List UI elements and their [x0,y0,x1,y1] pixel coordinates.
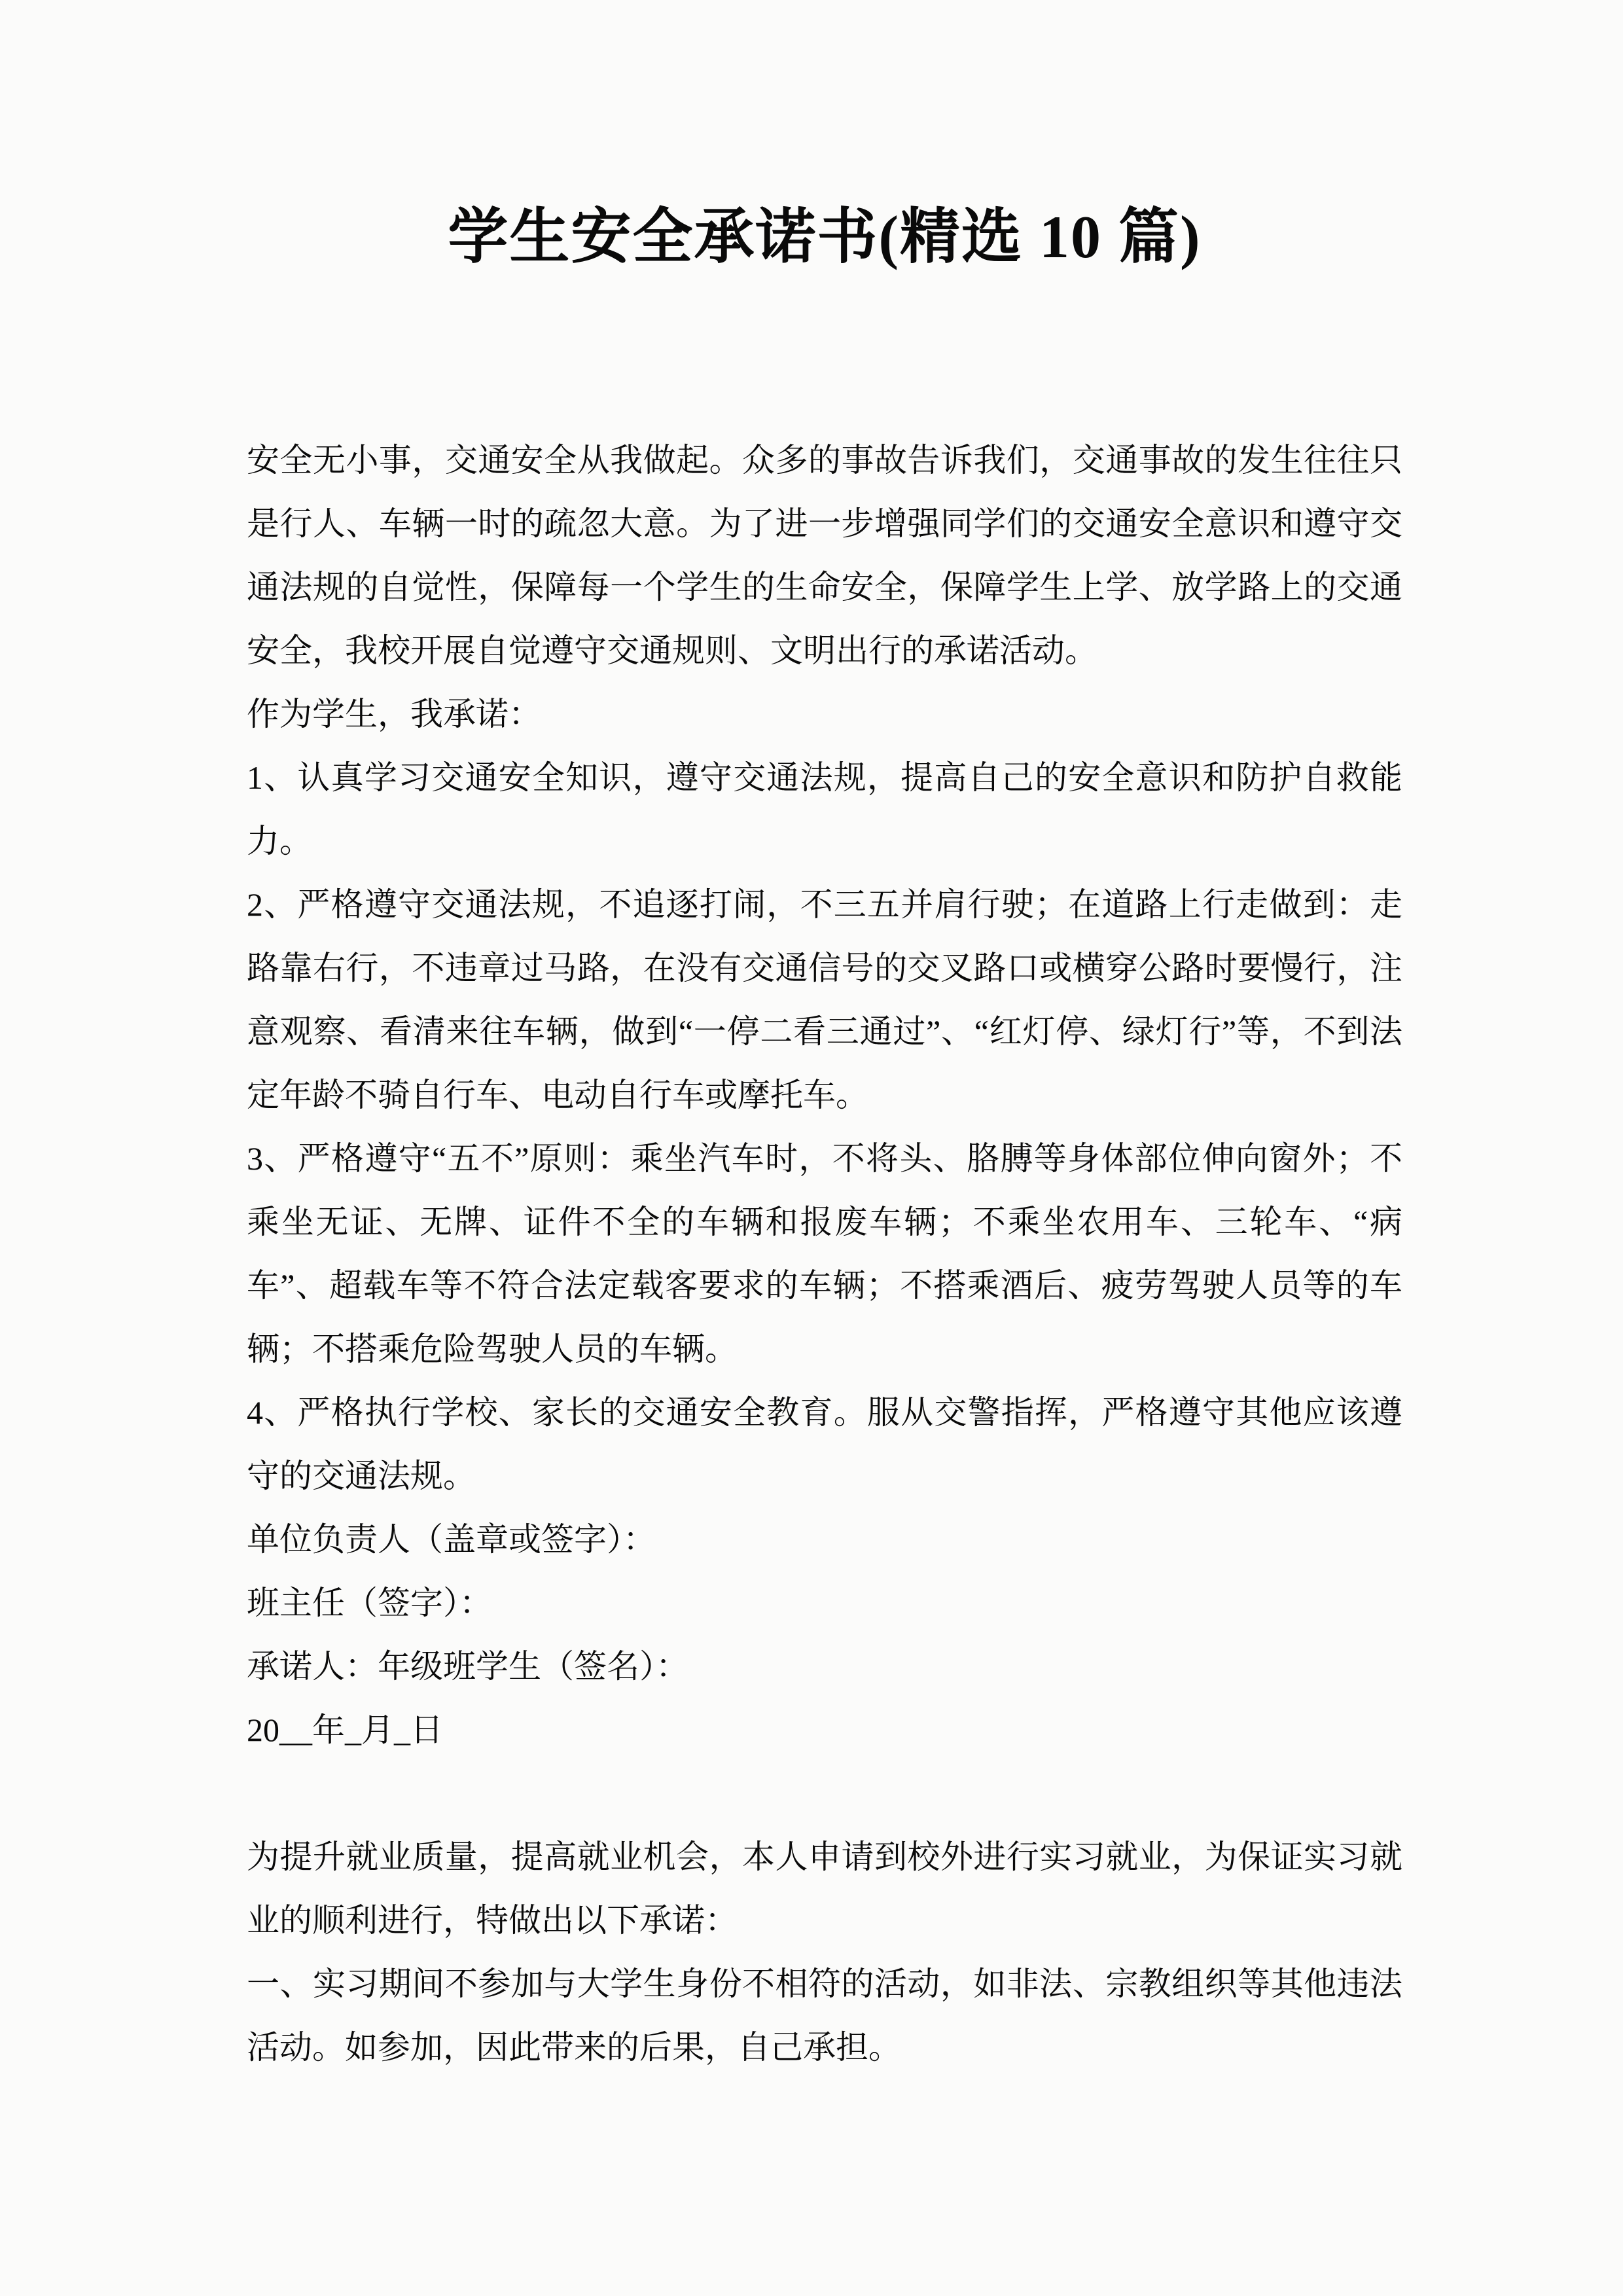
date-line: 20__年_月_日 [247,1712,443,1748]
signature-line-head-teacher: 班主任（签字）： [247,1585,492,1621]
pledge-item-4: 4、严格执行学校、家长的交通安全教育。服从交警指挥，严格遵守其他应该遵守的交通法规。 [247,1394,1402,1494]
pledge-item-2: 2、严格遵守交通法规，不追逐打闹，不三五并肩行驶；在道路上行走做到：走路靠右行，不违章过马路，在没有交通信号的交叉路口或横穿公路时要慢行，注意观察、看清来往车辆，做到“一停二看三通过”、“红灯停、绿灯行”等，不到法定年龄不骑自行车、电动自行车或摩托车。 [247,886,1402,1113]
section-break [247,1762,1402,1825]
section1-intro-paragraph: 安全无小事，交通安全从我做起。众多的事故告诉我们，交通事故的发生往往只是行人、车辆一时的疏忽大意。为了进一步增强同学们的交通安全意识和遵守交通法规的自觉性，保障每一个学生的生命安全，保障学生上学、放学路上的交通安全，我校开展自觉遵守交通规则、文明出行的承诺活动。 [247,442,1402,669]
document-title: 学生安全承诺书(精选 10 篇) [448,204,1202,270]
section2-item-1: 一、实习期间不参加与大学生身份不相符的活动，如非法、宗教组织等其他违法活动。如参加，因此带来的后果，自己承担。 [247,1965,1402,2066]
signature-line-student: 承诺人：年级班学生（签名）： [247,1648,688,1685]
document-body [247,429,1402,2079]
pledge-item-3: 3、严格遵守“五不”原则：乘坐汽车时，不将头、胳膊等身体部位伸向窗外；不乘坐无证、无牌、证件不全的车辆和报废车辆；不乘坐农用车、三轮车、“病车”、超载车等不符合法定载客要求的车辆；不搭乘酒后、疲劳驾驶人员等的车辆；不搭乘危险驾驶人员的车辆。 [247,1140,1402,1367]
signature-line-unit-leader: 单位负责人（盖章或签字）： [247,1521,656,1558]
pledge-item-1: 1、认真学习交通安全知识，遵守交通法规，提高自己的安全意识和防护自救能力。 [247,759,1402,859]
section2-intro-paragraph: 为提升就业质量，提高就业机会，本人申请到校外进行实习就业，为保证实习就业的顺利进行，特做出以下承诺： [247,1839,1402,1939]
section1-pledge-lead: 作为学生，我承诺： [247,696,541,732]
